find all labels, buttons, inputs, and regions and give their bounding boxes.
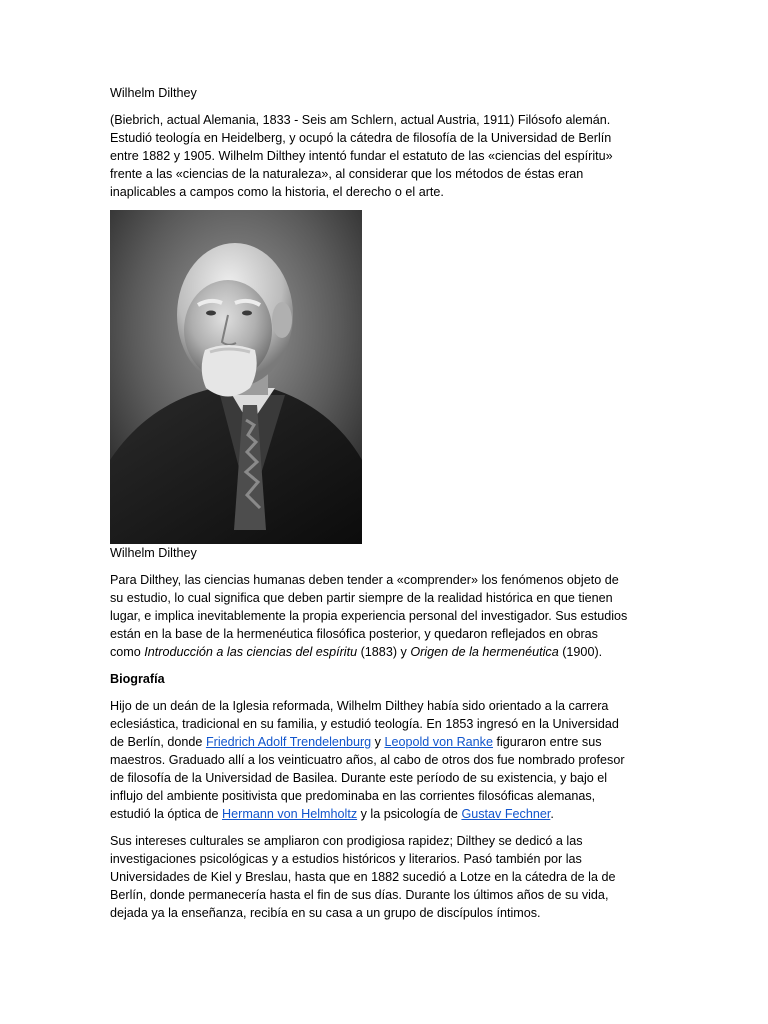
para2-text-start: Para Dilthey, las ciencias humanas deben tender a «comprender» los fenómenos objeto de su estudio, lo cual significa que deben partir siempre de la realidad histórica en que tienen lugar, e implica inevitablemente la propia experiencia personal del investigador. Sus estudios están en la base de la hermenéutica filosófica posterior, y quedaron reflejados en obras como [110, 573, 628, 659]
biography-heading: Biografía [110, 672, 165, 686]
link-helmholtz[interactable]: Hermann von Helmholtz [222, 807, 358, 821]
portrait-photo [110, 210, 362, 544]
bio-text-1: Hijo de un deán de la Iglesia reformada, Wilhelm Dilthey había sido orientado a la carrera eclesiástica, tradicional en su familia, y estudió teología. En 1853 ingresó en la Universidad de Berlín, donde [110, 699, 619, 749]
bio-text-5: . [550, 807, 554, 821]
bio-text-4: y la psicología de [357, 807, 462, 821]
work-origen: Origen de la hermenéutica [410, 645, 559, 659]
document-page [110, 84, 632, 922]
para2-text-mid: (1883) y [357, 645, 411, 659]
work-introduccion: Introducción a las ciencias del espíritu [144, 645, 358, 659]
photo-caption: Wilhelm Dilthey [110, 546, 197, 560]
document-title: Wilhelm Dilthey [110, 86, 197, 100]
bio-text-2: y [371, 735, 385, 749]
para2-text-end: (1900). [558, 645, 603, 659]
interests-paragraph: Sus intereses culturales se ampliaron con prodigiosa rapidez; Dilthey se dedicó a las investigaciones psicológicas y a estudios históricos y literarios. Pasó también por las Universidades de Kiel y Breslau, hasta que en 1882 sucedió a Lotze en la cátedra de la de Berlín, donde permanecería hasta el fin de sus días. Durante los últimos años de su vida, dejada ya la enseñanza, recibía en su casa a un grupo de discípulos íntimos. [110, 834, 616, 920]
bio-text-3: figuraron entre sus maestros. Graduado allí a los veinticuatro años, al cabo de otros dos fue nombrado profesor de filosofía de la Universidad de Basilea. Durante este período de su existencia, y bajo el influjo del ambiente positivista que predominaba en las corrientes filosóficas alemanas, estudió la óptica de [110, 735, 625, 821]
link-ranke[interactable]: Leopold von Ranke [384, 735, 493, 749]
comprehension-paragraph [110, 571, 632, 661]
link-fechner[interactable]: Gustav Fechner [461, 807, 551, 821]
link-trendelenburg[interactable]: Friedrich Adolf Trendelenburg [205, 735, 372, 749]
biography-paragraph [110, 697, 632, 823]
intro-paragraph: (Biebrich, actual Alemania, 1833 - Seis am Schlern, actual Austria, 1911) Filósofo alemán. Estudió teología en Heidelberg, y ocupó la cátedra de filosofía de la Universidad de Berlín entre 1882 y 1905. Wilhelm Dilthey intentó fundar el estatuto de las «ciencias del espíritu» frente a las «ciencias de la naturaleza», al considerar que los métodos de éstas eran inaplicables a campos como la historia, el derecho o el arte. [110, 113, 613, 199]
